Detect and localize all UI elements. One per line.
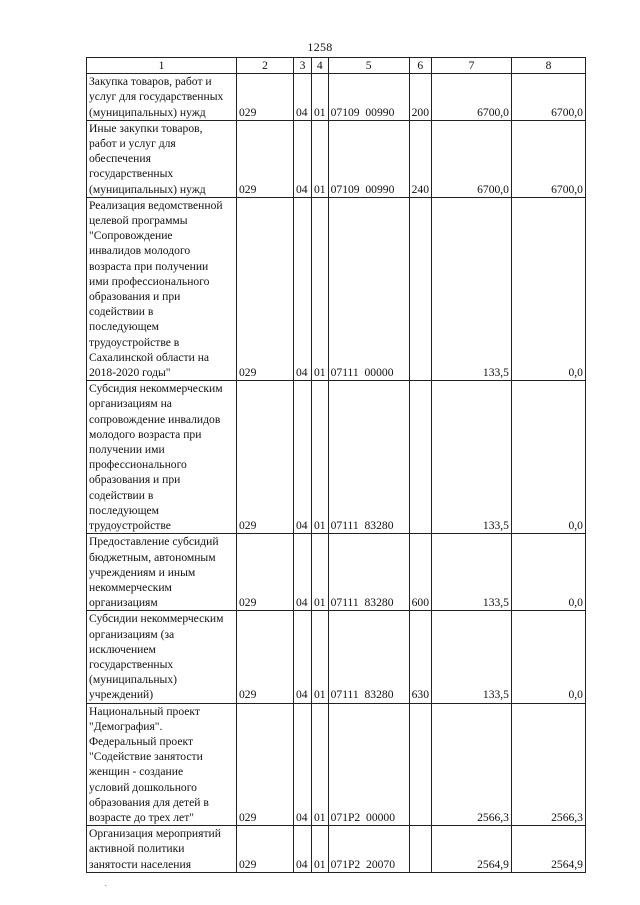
ministry-code: 029 — [237, 703, 294, 826]
table-row — [87, 381, 586, 534]
ministry-code: 029 — [237, 74, 294, 121]
subsection-code: 01 — [312, 74, 329, 121]
ministry-code: 029 — [237, 534, 294, 611]
section-code: 04 — [294, 74, 312, 121]
amount-col-7: 133,5 — [431, 534, 511, 611]
header-cell-8: 8 — [511, 58, 585, 74]
table-row — [87, 611, 586, 703]
section-code: 04 — [294, 381, 312, 534]
target-article-code: 07111 83280 — [328, 381, 409, 534]
table-row — [87, 197, 586, 380]
amount-col-7: 133,5 — [431, 197, 511, 380]
target-article-code: 07109 00990 — [328, 120, 409, 197]
subsection-code: 01 — [312, 611, 329, 703]
target-article-code: 07111 83280 — [328, 611, 409, 703]
target-article-code: 071P2 00000 — [328, 703, 409, 826]
target-article-code: 07111 83280 — [328, 534, 409, 611]
subsection-code: 01 — [312, 381, 329, 534]
amount-col-8: 2566,3 — [511, 703, 585, 826]
section-code: 04 — [294, 703, 312, 826]
target-article-code: 071P2 20070 — [328, 826, 409, 873]
header-cell-6: 6 — [409, 58, 431, 74]
row-name: Иные закупки товаров, работ и услуг для обеспечения государственных (муниципальных) нужд — [87, 120, 237, 197]
header-cell-2: 2 — [237, 58, 294, 74]
ministry-code: 029 — [237, 381, 294, 534]
row-name: Предоставление субсидий бюджетным, автономным учреждениям и иным некоммерческим организациям — [87, 534, 237, 611]
expense-type-code — [409, 703, 431, 826]
expense-type-code — [409, 381, 431, 534]
amount-col-7: 2564,9 — [431, 826, 511, 873]
page-number: 1258 — [307, 40, 333, 54]
row-name: Закупка товаров, работ и услуг для государственных (муниципальных) нужд — [87, 74, 237, 121]
section-code: 04 — [294, 120, 312, 197]
section-code: 04 — [294, 611, 312, 703]
row-name: Субсидии некоммерческим организациям (за исключением государственных (муниципальных) учреждений) — [87, 611, 237, 703]
ministry-code: 029 — [237, 197, 294, 380]
header-cell-4: 4 — [312, 58, 329, 74]
subsection-code: 01 — [312, 826, 329, 873]
ministry-code: 029 — [237, 120, 294, 197]
amount-col-7: 6700,0 — [431, 120, 511, 197]
row-name: Реализация ведомственной целевой программы "Сопровождение инвалидов молодого возраста при получении ими профессионального образования и при содействии в последующем трудоустройстве в Сахалинской области на 2018-2020 годы" — [87, 197, 237, 380]
expense-type-code — [409, 197, 431, 380]
amount-col-7: 133,5 — [431, 381, 511, 534]
amount-col-8: 6700,0 — [511, 74, 585, 121]
amount-col-7: 133,5 — [431, 611, 511, 703]
row-name: Национальный проект "Демография". Федеральный проект "Содействие занятости женщин - создание условий дошкольного образования для детей в возрасте до трех лет" — [87, 703, 237, 826]
table-row — [87, 534, 586, 611]
table-row — [87, 826, 586, 873]
amount-col-7: 6700,0 — [431, 74, 511, 121]
table-row — [87, 120, 586, 197]
expense-type-code — [409, 826, 431, 873]
header-row — [87, 58, 586, 74]
table-row — [87, 703, 586, 826]
amount-col-8: 0,0 — [511, 197, 585, 380]
section-code: 04 — [294, 197, 312, 380]
row-name: Организация мероприятий активной политики занятости населения — [87, 826, 237, 873]
expense-type-code: 630 — [409, 611, 431, 703]
amount-col-7: 2566,3 — [431, 703, 511, 826]
amount-col-8: 2564,9 — [511, 826, 585, 873]
subsection-code: 01 — [312, 197, 329, 380]
header-cell-1: 1 — [87, 58, 237, 74]
ministry-code: 029 — [237, 826, 294, 873]
budget-table — [86, 57, 586, 873]
scan-artifact-mark: ˎ — [104, 876, 108, 887]
amount-col-8: 0,0 — [511, 381, 585, 534]
subsection-code: 01 — [312, 703, 329, 826]
target-article-code: 07111 00000 — [328, 197, 409, 380]
expense-type-code: 240 — [409, 120, 431, 197]
ministry-code: 029 — [237, 611, 294, 703]
amount-col-8: 0,0 — [511, 534, 585, 611]
section-code: 04 — [294, 534, 312, 611]
section-code: 04 — [294, 826, 312, 873]
target-article-code: 07109 00990 — [328, 74, 409, 121]
header-cell-5: 5 — [328, 58, 409, 74]
subsection-code: 01 — [312, 534, 329, 611]
row-name: Субсидия некоммерческим организациям на сопровождение инвалидов молодого возраста при получении ими профессионального образования и при содействии в последующем трудоустройстве — [87, 381, 237, 534]
header-cell-7: 7 — [431, 58, 511, 74]
expense-type-code: 600 — [409, 534, 431, 611]
header-cell-3: 3 — [294, 58, 312, 74]
table-row — [87, 74, 586, 121]
subsection-code: 01 — [312, 120, 329, 197]
expense-type-code: 200 — [409, 74, 431, 121]
amount-col-8: 6700,0 — [511, 120, 585, 197]
amount-col-8: 0,0 — [511, 611, 585, 703]
